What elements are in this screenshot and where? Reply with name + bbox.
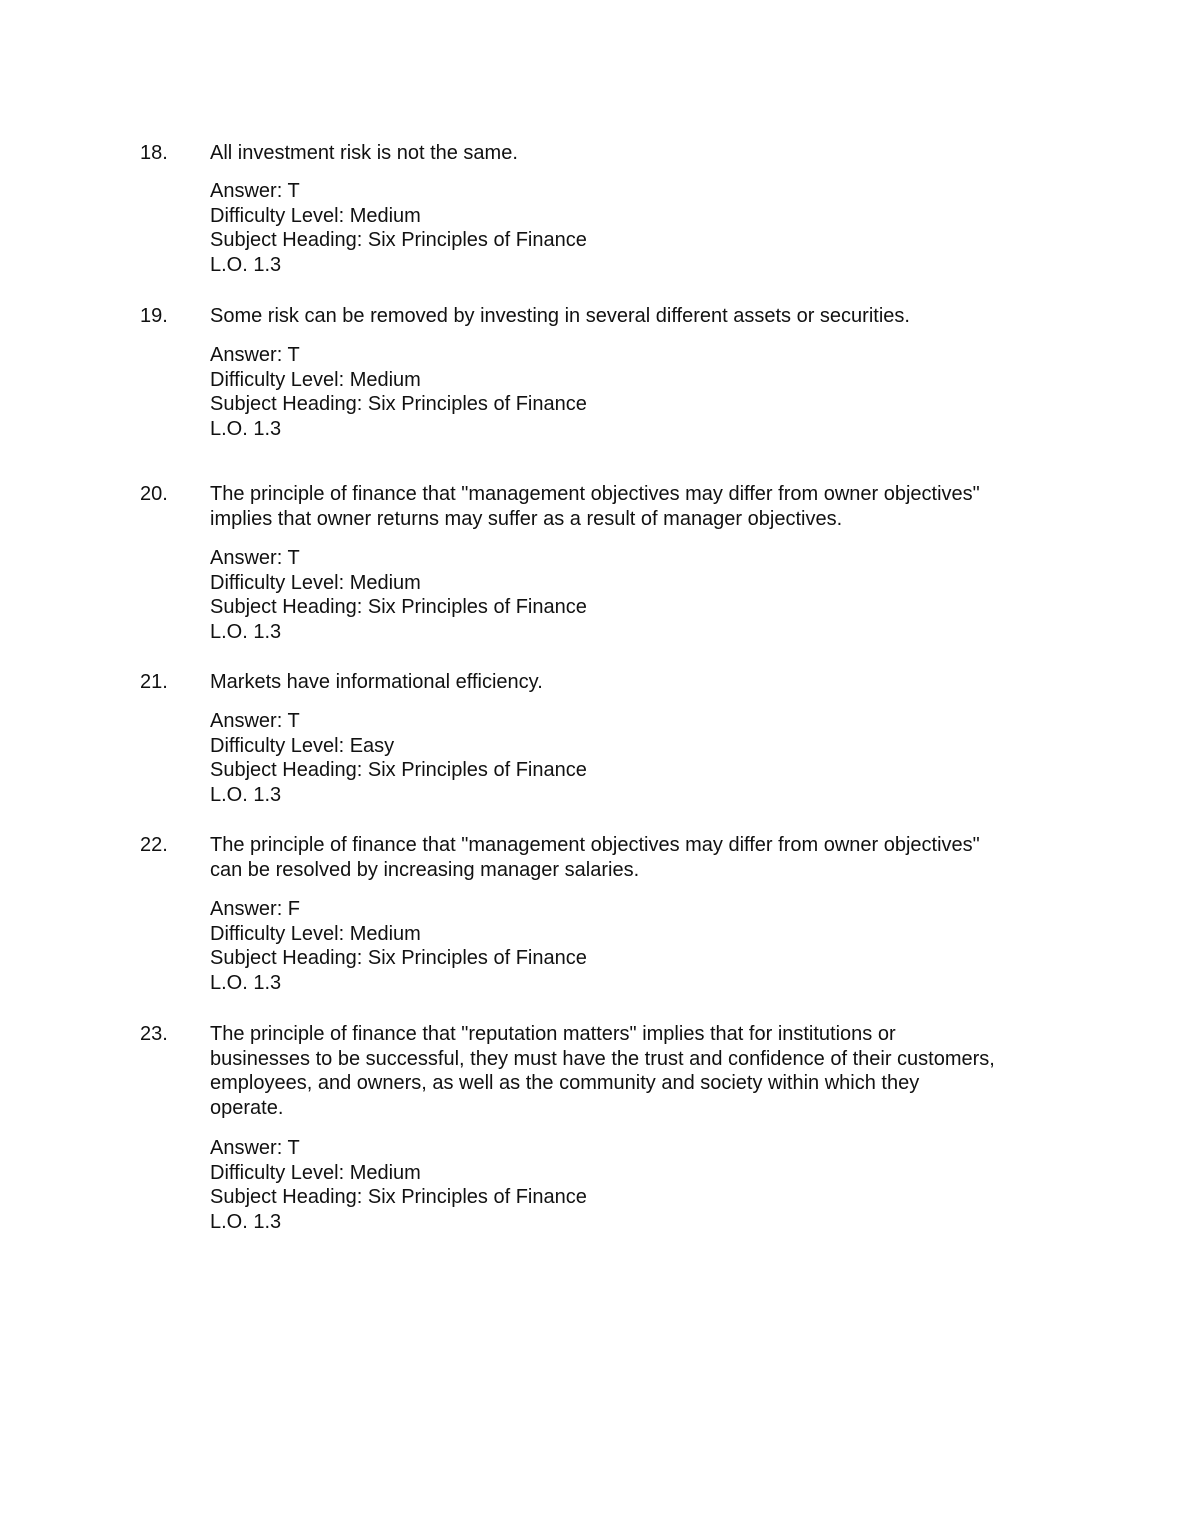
question-text-line: The principle of finance that "reputation matters" implies that for institutions or [210, 1023, 896, 1045]
question-number: 23. [140, 1023, 168, 1045]
question-text [210, 304, 1060, 329]
answer-line: Answer: T [210, 344, 300, 366]
question-number: 22. [140, 834, 168, 856]
question-text-line: Markets have informational efficiency. [210, 671, 543, 693]
learning-objective-line: L.O. 1.3 [210, 784, 282, 807]
subject-heading-line: Subject Heading: Six Principles of Finance [210, 947, 587, 970]
learning-objective-line: L.O. 1.3 [210, 1211, 282, 1234]
difficulty-line: Difficulty Level: Medium [210, 1161, 421, 1184]
learning-objective-line: L.O. 1.3 [210, 972, 282, 995]
learning-objective-line: L.O. 1.3 [210, 418, 282, 441]
question-text [210, 141, 1060, 166]
difficulty-line: Difficulty Level: Medium [210, 204, 421, 227]
answer-line: Answer: T [210, 1137, 300, 1159]
question-text-line: Some risk can be removed by investing in several different assets or securities. [210, 305, 910, 327]
answer-line: Answer: F [210, 898, 301, 920]
difficulty-line: Difficulty Level: Medium [210, 368, 421, 391]
answer-line: Answer: T [210, 180, 300, 202]
question-number: 19. [140, 305, 168, 327]
question-text-line: can be resolved by increasing manager salaries. [210, 858, 640, 881]
difficulty-line: Difficulty Level: Medium [210, 571, 421, 594]
subject-heading-line: Subject Heading: Six Principles of Finance [210, 393, 587, 416]
learning-objective-line: L.O. 1.3 [210, 621, 282, 644]
question-number: 21. [140, 671, 168, 693]
question-text-line: operate. [210, 1097, 284, 1120]
subject-heading-line: Subject Heading: Six Principles of Finance [210, 596, 587, 619]
question-text [210, 482, 1060, 531]
question-text-line: The principle of finance that "management objectives may differ from owner objectives" [210, 483, 980, 505]
question-text [210, 1022, 1060, 1121]
answer-block [210, 343, 910, 442]
answer-block [210, 709, 910, 808]
question-number: 18. [140, 142, 168, 164]
question-text-line: businesses to be successful, they must have the trust and confidence of their customers, [210, 1047, 995, 1070]
answer-block [210, 546, 910, 645]
answer-line: Answer: T [210, 710, 300, 732]
answer-block [210, 1136, 910, 1235]
question-text [210, 670, 1060, 695]
answer-block [210, 179, 910, 278]
question-text-line: employees, and owners, as well as the community and society within which they [210, 1072, 920, 1095]
question-text [210, 833, 1060, 882]
subject-heading-line: Subject Heading: Six Principles of Finance [210, 229, 587, 252]
learning-objective-line: L.O. 1.3 [210, 254, 282, 277]
question-text-line: The principle of finance that "management objectives may differ from owner objectives" [210, 834, 980, 856]
question-text-line: implies that owner returns may suffer as a result of manager objectives. [210, 507, 843, 530]
subject-heading-line: Subject Heading: Six Principles of Finance [210, 1186, 587, 1209]
subject-heading-line: Subject Heading: Six Principles of Finance [210, 759, 587, 782]
difficulty-line: Difficulty Level: Medium [210, 922, 421, 945]
question-number: 20. [140, 483, 168, 505]
difficulty-line: Difficulty Level: Easy [210, 734, 395, 757]
answer-block [210, 897, 910, 996]
answer-line: Answer: T [210, 547, 300, 569]
question-text-line: All investment risk is not the same. [210, 142, 518, 164]
